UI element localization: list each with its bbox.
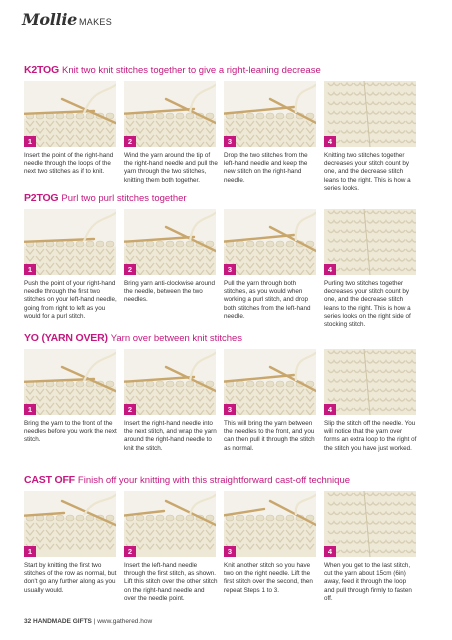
step-number-badge: 1	[24, 546, 36, 557]
brand-logo-sub: MAKES	[79, 17, 113, 27]
step-number-badge: 2	[124, 404, 136, 415]
step-caption: When you get to the last stitch, cut the yarn about 15cm (6in) away, feed it through the loop and pull through firmly to fasten off.	[324, 562, 412, 602]
step-photo	[124, 81, 216, 147]
section-key: P2TOG	[24, 192, 59, 204]
step-photo	[24, 209, 116, 275]
section-heading	[24, 330, 416, 344]
step-caption: Bring the yarn to the front of the needles before you work the next stitch.	[24, 420, 117, 444]
step-number-badge: 2	[124, 546, 136, 557]
section-key: CAST OFF	[24, 474, 75, 486]
section-description: Yarn over between knit stitches	[110, 333, 243, 344]
footer-url[interactable]: www.gathered.how	[97, 618, 153, 625]
page-folio: 32 HANDMADE GIFTS	[24, 618, 92, 625]
section-description: Knit two knit stitches together to give a right-leaning decrease	[61, 65, 321, 76]
section-k2tog	[24, 62, 416, 192]
step-photo	[224, 349, 316, 415]
footer-separator: |	[93, 618, 96, 625]
step-number-badge: 4	[324, 264, 336, 275]
step-caption: Purling two stitches together decreases your stitch count by one, and the decrease stitch leans to the right. This is how a series looks on the right side of stocking stitch.	[324, 280, 411, 329]
step-caption: Wind the yarn around the tip of the right-hand needle and pull the yarn through the two stitches, knitting them both together.	[124, 152, 218, 184]
step-caption: Insert the left-hand needle through the first stitch, as shown. Lift this stitch over the other stitch on the right-hand needle and over the needle point.	[124, 562, 218, 602]
step-number-badge: 4	[324, 546, 336, 557]
step-number-badge: 1	[24, 136, 36, 147]
section-key: K2TOG	[24, 64, 59, 76]
step-photo	[24, 491, 116, 557]
step-caption: Insert the point of the right-hand needle through the loops of the next two stitches as if to knit.	[24, 152, 114, 176]
section-yarn-over	[24, 330, 417, 452]
step-caption: Start by knitting the first two stitches of the row as normal, but don't go any further along as you usually would.	[24, 562, 117, 594]
section-p2tog	[24, 190, 416, 329]
section-heading	[24, 62, 416, 76]
step-photo	[324, 81, 416, 147]
step-photo	[224, 491, 316, 557]
step-number-badge: 3	[224, 546, 236, 557]
step-number-badge: 3	[224, 136, 236, 147]
section-key: YO (YARN OVER)	[24, 332, 108, 344]
brand-logo: Mollie	[22, 10, 77, 29]
step-number-badge: 4	[324, 404, 336, 415]
step-photos	[24, 81, 416, 147]
step-photo	[124, 349, 216, 415]
step-caption: Knit another stitch so you have two on the right needle. Lift the first stitch over the second, then repeat Steps 1 to 3.	[224, 562, 313, 594]
step-caption: Knitting two stitches together decreases your stitch count by one, and the decrease stitch leans to the right. This is how a series looks.	[324, 152, 411, 192]
step-caption: Pull the yarn through both stitches, as you would when working a purl stitch, and drop both stitches from the left-hand needle.	[224, 280, 311, 320]
step-photos	[24, 209, 416, 275]
step-number-badge: 1	[24, 404, 36, 415]
step-number-badge: 4	[324, 136, 336, 147]
step-photo	[24, 349, 116, 415]
step-photo	[324, 209, 416, 275]
section-heading	[24, 190, 416, 204]
step-photos	[24, 491, 416, 557]
step-number-badge: 2	[124, 264, 136, 275]
step-photos	[24, 349, 416, 415]
step-photo	[324, 349, 416, 415]
step-caption: This will bring the yarn between the needles to the front, and you can then pull it through the stitch as normal.	[224, 420, 315, 452]
step-photo	[324, 491, 416, 557]
step-photo	[124, 491, 216, 557]
section-description: Purl two purl stitches together	[61, 193, 187, 204]
step-photo	[124, 209, 216, 275]
step-photo	[224, 81, 316, 147]
step-number-badge: 1	[24, 264, 36, 275]
section-heading	[24, 472, 416, 486]
step-caption: Slip the stitch off the needle. You will notice that the yarn over forms an extra loop to the right of the stitch you have just worked.	[324, 420, 417, 452]
step-caption: Drop the two stitches from the left-hand needle and keep the new stitch on the right-hand needle.	[224, 152, 308, 184]
step-caption: Push the point of your right-hand needle through the first two stitches on your left-hand needle, going from right to left as you would for a purl stitch.	[24, 280, 117, 320]
step-caption: Bring yarn anti-clockwise around the needle, between the two needles.	[124, 280, 215, 304]
step-number-badge: 3	[224, 264, 236, 275]
section-description: Finish off your knitting with this straightforward cast-off technique	[77, 475, 351, 486]
step-number-badge: 3	[224, 404, 236, 415]
section-cast-off	[24, 472, 416, 602]
magazine-brand	[22, 10, 112, 36]
page-footer	[24, 618, 152, 625]
step-photo	[24, 81, 116, 147]
step-number-badge: 2	[124, 136, 136, 147]
step-caption: Insert the right-hand needle into the next stitch, and wrap the yarn around the right-hand needle to knit the stitch.	[124, 420, 217, 452]
step-photo	[224, 209, 316, 275]
